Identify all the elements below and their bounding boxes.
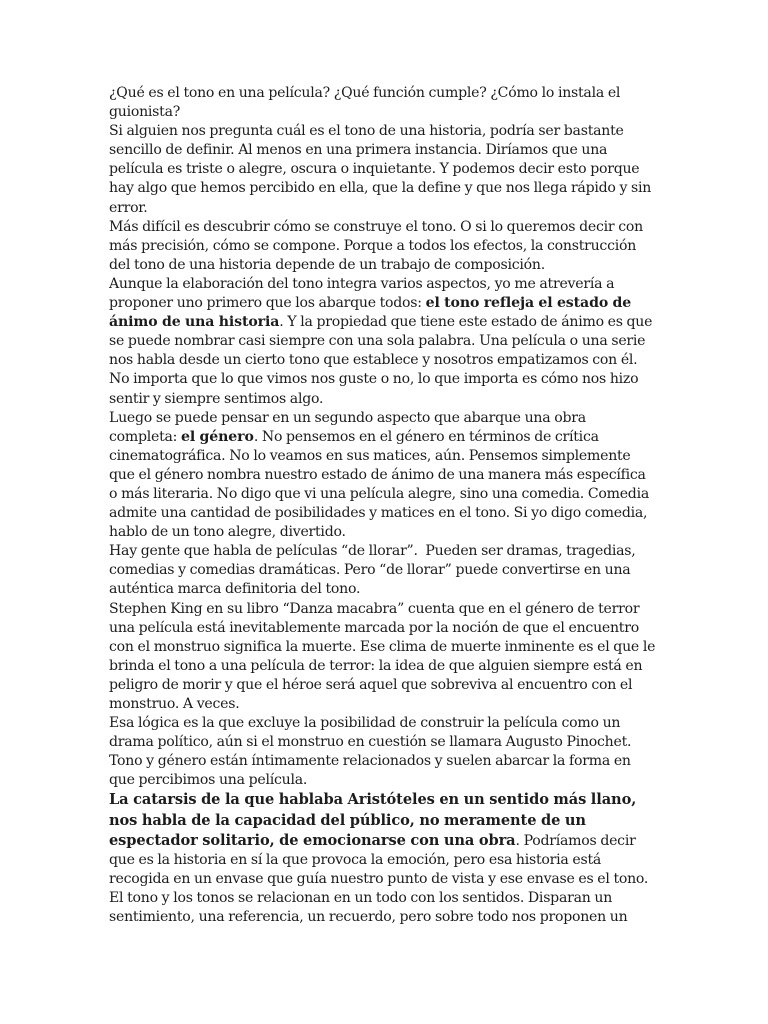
- text-segment: Aunque la elaboración del tono integra varios aspectos, yo me atrevería a proponer uno primero que los abarque todos:: [109, 275, 615, 312]
- text-segment: . No pensemos en el género en términos de crítica cinematográfica. No lo veamos en sus matices, aún. Pensemos simplemente que el género nombra nuestro estado de ánimo de una manera más específica o más literaria. No digo que vi una película alegre, sino una comedia. Comedia admite una cantidad de posibilidades y matices en el tono. Si yo digo comedia, hablo de un tono alegre, divertido.: [109, 428, 649, 541]
- text-segment: Si alguien nos pregunta cuál es el tono de una historia, podría ser bastante sencillo de definir. Al menos en una primera instancia. Diríamos que una película es triste o alegre, oscura o inquietante. Y podemos decir esto porque hay algo que hemos percibido en ella, que la define y que nos llega rápido y sin error.: [109, 123, 652, 216]
- text-segment: Hay gente que habla de películas “de llorar”. Pueden ser dramas, tragedias, comedias y comedias dramáticas. Pero “de llorar” puede convertirse en una auténtica marca definitoria del tono.: [109, 543, 640, 598]
- paragraph: [109, 889, 657, 927]
- text-segment: . Podríamos decir que es la historia en sí la que provoca la emoción, pero esa historia está recogida en un envase que guía nuestro punto de vista y ese envase es el tono.: [109, 832, 649, 887]
- paragraph: [109, 790, 657, 888]
- bold-text-segment: el tono refleja el estado de ánimo de una historia: [109, 295, 632, 331]
- text-segment: . Y la propiedad que tiene este estado de ánimo es que se puede nombrar casi siempre con una sola palabra. Una película o una serie nos habla desde un cierto tono que establece y nosotros empatizamos con él. No importa que lo que vimos nos guste o no, lo que importa es cómo nos hizo sentir y siempre sentimos algo.: [109, 314, 653, 407]
- paragraph: [109, 122, 657, 217]
- bold-text-segment: el género: [181, 428, 254, 445]
- paragraph: [109, 218, 657, 275]
- bold-text-segment: La catarsis de la que hablaba Aristóteles en un sentido más llano, nos habla de la capacidad del público, no meramente de un espectador solitario, de emocionarse con una obra: [109, 791, 637, 849]
- paragraph: [109, 275, 657, 409]
- text-segment: El tono y los tonos se relacionan en un todo con los sentidos. Disparan un sentimiento, una referencia, un recuerdo, pero sobre todo nos proponen un: [109, 889, 628, 926]
- text-segment: Stephen King en su libro “Danza macabra” cuenta que en el género de terror una película está inevitablemente marcada por la noción de que el encuentro con el monstruo significa la muerte. Ese clima de muerte inminente es el que le brinda el tono a una película de terror: la idea de que alguien siempre está en peligro de morir y que el héroe será aquel que sobreviva al encuentro con el monstruo. A veces.: [109, 600, 656, 712]
- document-body: [109, 84, 657, 927]
- text-segment: Tono y género están íntimamente relacionados y suelen abarcar la forma en que percibimos una película.: [109, 753, 631, 789]
- text-segment: Esa lógica es la que excluye la posibilidad de construir la película como un drama político, aún si el monstruo en cuestión se llamara Augusto Pinochet.: [109, 715, 632, 751]
- text-segment: Luego se puede pensar en un segundo aspecto que abarque una obra completa:: [109, 409, 586, 445]
- paragraph: [109, 752, 657, 790]
- paragraph: [109, 542, 657, 599]
- paragraph: [109, 600, 657, 715]
- text-segment: ¿Qué es el tono en una película? ¿Qué función cumple? ¿Cómo lo instala el guionista?: [109, 85, 621, 121]
- text-segment: Más difícil es descubrir cómo se construye el tono. O si lo queremos decir con más precisión, cómo se compone. Porque a todos los efectos, la construcción del tono de una historia depende de un trabajo de composición.: [109, 218, 643, 273]
- paragraph-title-questions: [109, 84, 657, 122]
- paragraph: [109, 714, 657, 752]
- paragraph: [109, 409, 657, 543]
